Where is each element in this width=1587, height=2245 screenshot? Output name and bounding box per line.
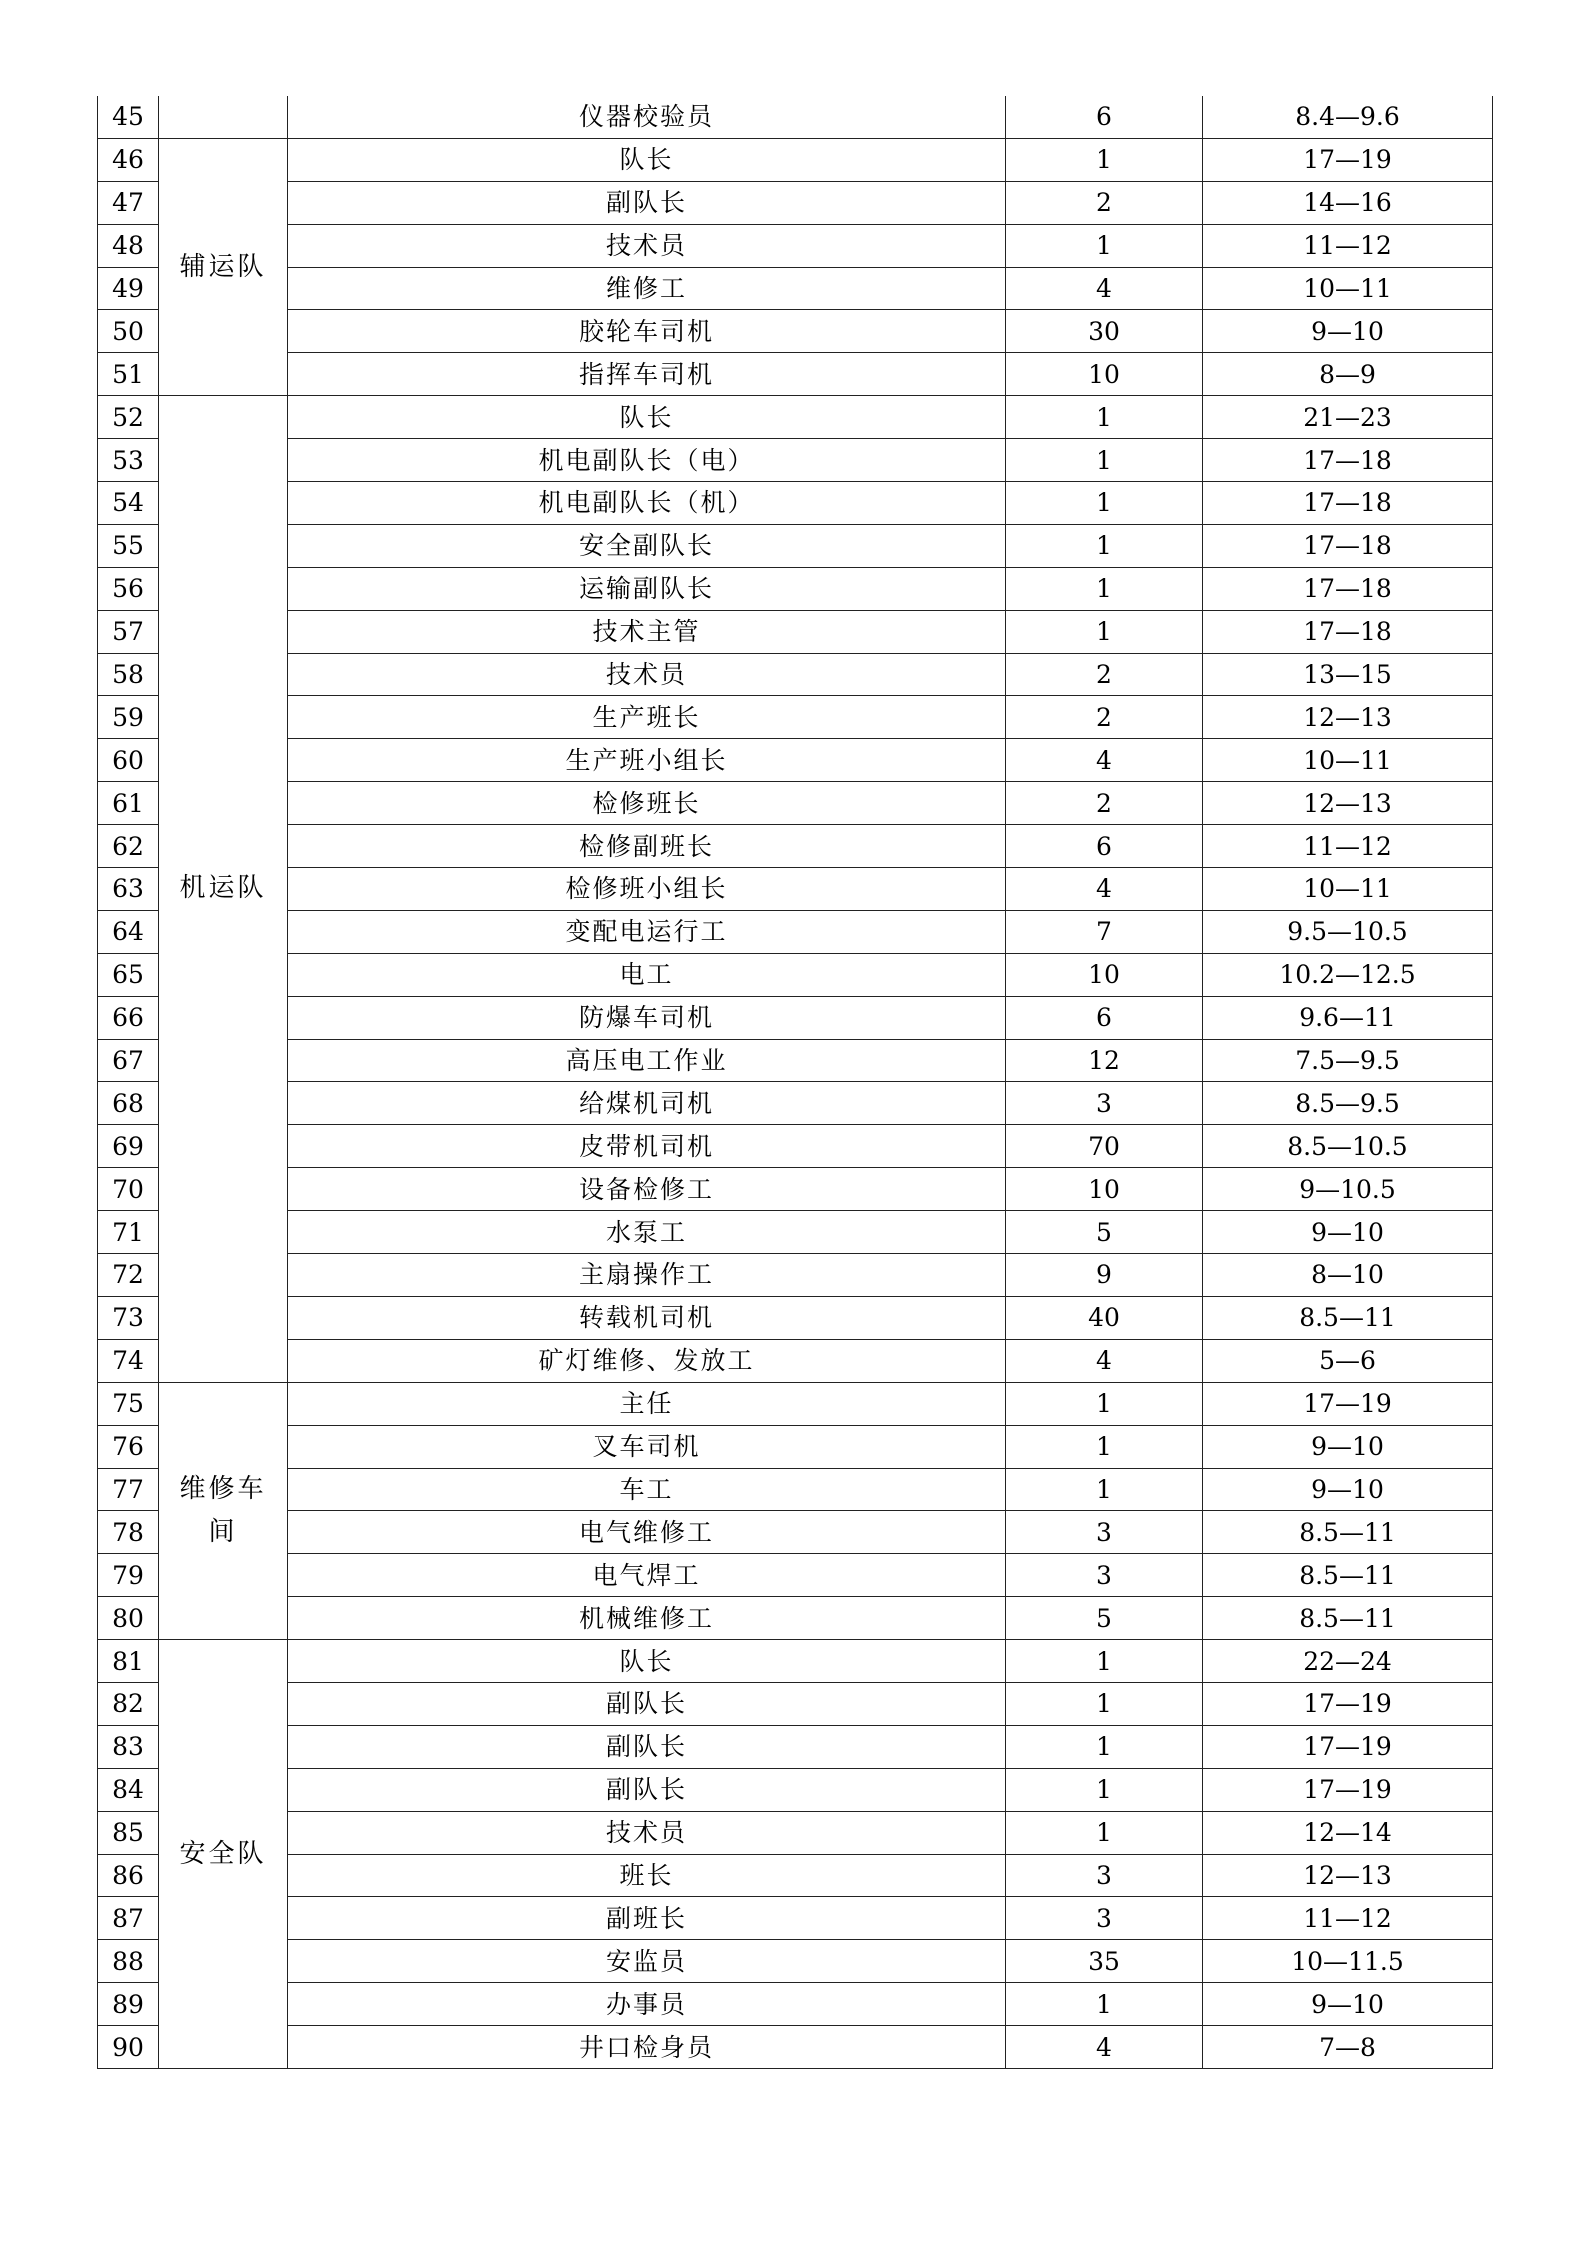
position-cell: 副队长 [288, 181, 1006, 224]
table-row [98, 181, 1493, 224]
coefficient-range-cell: 17—19 [1203, 138, 1493, 181]
table-row [98, 1854, 1493, 1897]
row-number-cell: 58 [98, 653, 159, 696]
table-row [98, 1554, 1493, 1597]
position-cell: 矿灯维修、发放工 [288, 1339, 1006, 1382]
row-number-cell: 65 [98, 953, 159, 996]
position-cell: 设备检修工 [288, 1168, 1006, 1211]
position-cell: 车工 [288, 1468, 1006, 1511]
position-cell: 生产班小组长 [288, 739, 1006, 782]
position-cell: 变配电运行工 [288, 910, 1006, 953]
headcount-cell: 1 [1006, 1983, 1203, 2026]
coefficient-range-cell: 9.5—10.5 [1203, 910, 1493, 953]
table-row [98, 396, 1493, 439]
headcount-cell: 1 [1006, 1425, 1203, 1468]
row-number-cell: 59 [98, 696, 159, 739]
headcount-cell: 1 [1006, 1811, 1203, 1854]
position-cell: 安监员 [288, 1940, 1006, 1983]
coefficient-range-cell: 8.5—11 [1203, 1554, 1493, 1597]
table-row [98, 910, 1493, 953]
coefficient-range-cell: 10.2—12.5 [1203, 953, 1493, 996]
headcount-cell: 2 [1006, 782, 1203, 825]
headcount-cell: 9 [1006, 1254, 1203, 1297]
headcount-cell: 30 [1006, 310, 1203, 353]
headcount-cell: 1 [1006, 1768, 1203, 1811]
table-row [98, 953, 1493, 996]
row-number-cell: 77 [98, 1468, 159, 1511]
table-row [98, 1168, 1493, 1211]
row-number-cell: 85 [98, 1811, 159, 1854]
headcount-cell: 5 [1006, 1211, 1203, 1254]
coefficient-range-cell: 17—19 [1203, 1768, 1493, 1811]
table-row [98, 310, 1493, 353]
coefficient-range-cell: 10—11 [1203, 868, 1493, 911]
row-number-cell: 67 [98, 1039, 159, 1082]
row-number-cell: 66 [98, 996, 159, 1039]
position-cell: 指挥车司机 [288, 353, 1006, 396]
coefficient-range-cell: 17—19 [1203, 1725, 1493, 1768]
table-row [98, 1983, 1493, 2026]
position-cell: 机电副队长（电） [288, 439, 1006, 482]
table-row [98, 868, 1493, 911]
table-row [98, 138, 1493, 181]
table-row [98, 1640, 1493, 1683]
row-number-cell: 48 [98, 224, 159, 267]
table-row [98, 1725, 1493, 1768]
row-number-cell: 83 [98, 1725, 159, 1768]
headcount-cell: 1 [1006, 1382, 1203, 1425]
position-cell: 叉车司机 [288, 1425, 1006, 1468]
headcount-cell: 4 [1006, 1339, 1203, 1382]
headcount-cell: 4 [1006, 739, 1203, 782]
headcount-cell: 1 [1006, 610, 1203, 653]
table-row [98, 1382, 1493, 1425]
position-cell: 主扇操作工 [288, 1254, 1006, 1297]
coefficient-range-cell: 8—9 [1203, 353, 1493, 396]
coefficient-range-cell: 9—10 [1203, 310, 1493, 353]
headcount-cell: 3 [1006, 1854, 1203, 1897]
headcount-cell: 1 [1006, 567, 1203, 610]
coefficient-range-cell: 5—6 [1203, 1339, 1493, 1382]
position-cell: 检修副班长 [288, 825, 1006, 868]
position-cell: 队长 [288, 138, 1006, 181]
position-cell: 检修班小组长 [288, 868, 1006, 911]
coefficient-range-cell: 9—10 [1203, 1211, 1493, 1254]
row-number-cell: 76 [98, 1425, 159, 1468]
position-cell: 检修班长 [288, 782, 1006, 825]
table-row [98, 1082, 1493, 1125]
coefficient-range-cell: 8.5—11 [1203, 1511, 1493, 1554]
position-cell: 班长 [288, 1854, 1006, 1897]
table-row [98, 653, 1493, 696]
position-cell: 技术员 [288, 1811, 1006, 1854]
position-cell: 电气焊工 [288, 1554, 1006, 1597]
table-row [98, 696, 1493, 739]
row-number-cell: 56 [98, 567, 159, 610]
row-number-cell: 55 [98, 524, 159, 567]
headcount-cell: 40 [1006, 1296, 1203, 1339]
row-number-cell: 80 [98, 1597, 159, 1640]
headcount-cell: 4 [1006, 868, 1203, 911]
coefficient-range-cell: 17—18 [1203, 439, 1493, 482]
department-cell [159, 96, 288, 138]
headcount-cell: 10 [1006, 353, 1203, 396]
row-number-cell: 50 [98, 310, 159, 353]
table-row [98, 1296, 1493, 1339]
row-number-cell: 46 [98, 138, 159, 181]
row-number-cell: 52 [98, 396, 159, 439]
position-cell: 副队长 [288, 1725, 1006, 1768]
position-cell: 皮带机司机 [288, 1125, 1006, 1168]
row-number-cell: 74 [98, 1339, 159, 1382]
position-cell: 胶轮车司机 [288, 310, 1006, 353]
row-number-cell: 84 [98, 1768, 159, 1811]
headcount-cell: 3 [1006, 1511, 1203, 1554]
table-row [98, 610, 1493, 653]
table-row [98, 224, 1493, 267]
table-row [98, 482, 1493, 525]
table-row [98, 2026, 1493, 2069]
staffing-table [97, 96, 1493, 2069]
headcount-cell: 3 [1006, 1554, 1203, 1597]
table-row [98, 1254, 1493, 1297]
headcount-cell: 2 [1006, 181, 1203, 224]
position-cell: 水泵工 [288, 1211, 1006, 1254]
coefficient-range-cell: 14—16 [1203, 181, 1493, 224]
coefficient-range-cell: 9.6—11 [1203, 996, 1493, 1039]
table-row [98, 353, 1493, 396]
coefficient-range-cell: 17—18 [1203, 567, 1493, 610]
coefficient-range-cell: 22—24 [1203, 1640, 1493, 1683]
headcount-cell: 3 [1006, 1082, 1203, 1125]
coefficient-range-cell: 17—18 [1203, 482, 1493, 525]
table-row [98, 996, 1493, 1039]
row-number-cell: 60 [98, 739, 159, 782]
department-cell: 维修车间 [159, 1382, 288, 1639]
coefficient-range-cell: 8.4—9.6 [1203, 96, 1493, 138]
row-number-cell: 73 [98, 1296, 159, 1339]
table-row [98, 96, 1493, 138]
table-row [98, 1039, 1493, 1082]
position-cell: 电气维修工 [288, 1511, 1006, 1554]
row-number-cell: 72 [98, 1254, 159, 1297]
position-cell: 给煤机司机 [288, 1082, 1006, 1125]
coefficient-range-cell: 12—13 [1203, 782, 1493, 825]
coefficient-range-cell: 7—8 [1203, 2026, 1493, 2069]
table-row [98, 782, 1493, 825]
headcount-cell: 2 [1006, 696, 1203, 739]
coefficient-range-cell: 9—10 [1203, 1425, 1493, 1468]
position-cell: 安全副队长 [288, 524, 1006, 567]
coefficient-range-cell: 8—10 [1203, 1254, 1493, 1297]
row-number-cell: 54 [98, 482, 159, 525]
headcount-cell: 1 [1006, 1725, 1203, 1768]
headcount-cell: 10 [1006, 953, 1203, 996]
headcount-cell: 3 [1006, 1897, 1203, 1940]
coefficient-range-cell: 7.5—9.5 [1203, 1039, 1493, 1082]
row-number-cell: 90 [98, 2026, 159, 2069]
coefficient-range-cell: 10—11 [1203, 267, 1493, 310]
position-cell: 副队长 [288, 1768, 1006, 1811]
row-number-cell: 61 [98, 782, 159, 825]
row-number-cell: 68 [98, 1082, 159, 1125]
row-number-cell: 89 [98, 1983, 159, 2026]
headcount-cell: 1 [1006, 439, 1203, 482]
table-row [98, 739, 1493, 782]
row-number-cell: 87 [98, 1897, 159, 1940]
headcount-cell: 1 [1006, 396, 1203, 439]
table-row [98, 267, 1493, 310]
table-row [98, 1768, 1493, 1811]
headcount-cell: 2 [1006, 653, 1203, 696]
coefficient-range-cell: 8.5—11 [1203, 1597, 1493, 1640]
table-row [98, 1682, 1493, 1725]
row-number-cell: 75 [98, 1382, 159, 1425]
coefficient-range-cell: 8.5—9.5 [1203, 1082, 1493, 1125]
position-cell: 队长 [288, 396, 1006, 439]
headcount-cell: 1 [1006, 482, 1203, 525]
row-number-cell: 53 [98, 439, 159, 482]
coefficient-range-cell: 10—11.5 [1203, 1940, 1493, 1983]
headcount-cell: 5 [1006, 1597, 1203, 1640]
table-row [98, 1425, 1493, 1468]
headcount-cell: 1 [1006, 524, 1203, 567]
coefficient-range-cell: 9—10 [1203, 1983, 1493, 2026]
coefficient-range-cell: 21—23 [1203, 396, 1493, 439]
row-number-cell: 69 [98, 1125, 159, 1168]
coefficient-range-cell: 17—18 [1203, 610, 1493, 653]
headcount-cell: 4 [1006, 2026, 1203, 2069]
department-cell: 机运队 [159, 396, 288, 1382]
table-row [98, 1811, 1493, 1854]
headcount-cell: 1 [1006, 138, 1203, 181]
row-number-cell: 47 [98, 181, 159, 224]
department-cell: 辅运队 [159, 138, 288, 395]
position-cell: 机电副队长（机） [288, 482, 1006, 525]
table-row [98, 439, 1493, 482]
row-number-cell: 45 [98, 96, 159, 138]
table-row [98, 1339, 1493, 1382]
headcount-cell: 6 [1006, 96, 1203, 138]
headcount-cell: 1 [1006, 1468, 1203, 1511]
table-row [98, 567, 1493, 610]
row-number-cell: 88 [98, 1940, 159, 1983]
position-cell: 电工 [288, 953, 1006, 996]
table-row [98, 825, 1493, 868]
coefficient-range-cell: 10—11 [1203, 739, 1493, 782]
table-row [98, 1597, 1493, 1640]
position-cell: 转载机司机 [288, 1296, 1006, 1339]
coefficient-range-cell: 17—19 [1203, 1682, 1493, 1725]
table-row [98, 1940, 1493, 1983]
position-cell: 技术员 [288, 653, 1006, 696]
table-row [98, 1897, 1493, 1940]
position-cell: 技术员 [288, 224, 1006, 267]
coefficient-range-cell: 13—15 [1203, 653, 1493, 696]
coefficient-range-cell: 12—14 [1203, 1811, 1493, 1854]
table-row [98, 524, 1493, 567]
row-number-cell: 71 [98, 1211, 159, 1254]
row-number-cell: 86 [98, 1854, 159, 1897]
position-cell: 生产班长 [288, 696, 1006, 739]
headcount-cell: 1 [1006, 224, 1203, 267]
row-number-cell: 49 [98, 267, 159, 310]
position-cell: 机械维修工 [288, 1597, 1006, 1640]
position-cell: 仪器校验员 [288, 96, 1006, 138]
coefficient-range-cell: 12—13 [1203, 696, 1493, 739]
headcount-cell: 1 [1006, 1640, 1203, 1683]
table-row [98, 1511, 1493, 1554]
coefficient-range-cell: 8.5—10.5 [1203, 1125, 1493, 1168]
position-cell: 运输副队长 [288, 567, 1006, 610]
coefficient-range-cell: 11—12 [1203, 1897, 1493, 1940]
headcount-cell: 7 [1006, 910, 1203, 953]
headcount-cell: 12 [1006, 1039, 1203, 1082]
headcount-cell: 6 [1006, 996, 1203, 1039]
headcount-cell: 35 [1006, 1940, 1203, 1983]
row-number-cell: 81 [98, 1640, 159, 1683]
position-cell: 副班长 [288, 1897, 1006, 1940]
headcount-cell: 1 [1006, 1682, 1203, 1725]
department-cell: 安全队 [159, 1640, 288, 2069]
row-number-cell: 57 [98, 610, 159, 653]
table-row [98, 1125, 1493, 1168]
position-cell: 维修工 [288, 267, 1006, 310]
headcount-cell: 6 [1006, 825, 1203, 868]
position-cell: 主任 [288, 1382, 1006, 1425]
row-number-cell: 63 [98, 868, 159, 911]
coefficient-range-cell: 11—12 [1203, 825, 1493, 868]
position-cell: 队长 [288, 1640, 1006, 1683]
position-cell: 副队长 [288, 1682, 1006, 1725]
coefficient-range-cell: 17—18 [1203, 524, 1493, 567]
row-number-cell: 82 [98, 1682, 159, 1725]
position-cell: 办事员 [288, 1983, 1006, 2026]
coefficient-range-cell: 8.5—11 [1203, 1296, 1493, 1339]
row-number-cell: 62 [98, 825, 159, 868]
table-row [98, 1468, 1493, 1511]
row-number-cell: 64 [98, 910, 159, 953]
table-row [98, 1211, 1493, 1254]
coefficient-range-cell: 12—13 [1203, 1854, 1493, 1897]
row-number-cell: 78 [98, 1511, 159, 1554]
row-number-cell: 70 [98, 1168, 159, 1211]
coefficient-range-cell: 9—10 [1203, 1468, 1493, 1511]
headcount-cell: 4 [1006, 267, 1203, 310]
coefficient-range-cell: 11—12 [1203, 224, 1493, 267]
row-number-cell: 51 [98, 353, 159, 396]
position-cell: 防爆车司机 [288, 996, 1006, 1039]
coefficient-range-cell: 17—19 [1203, 1382, 1493, 1425]
row-number-cell: 79 [98, 1554, 159, 1597]
headcount-cell: 10 [1006, 1168, 1203, 1211]
coefficient-range-cell: 9—10.5 [1203, 1168, 1493, 1211]
position-cell: 高压电工作业 [288, 1039, 1006, 1082]
headcount-cell: 70 [1006, 1125, 1203, 1168]
position-cell: 技术主管 [288, 610, 1006, 653]
position-cell: 井口检身员 [288, 2026, 1006, 2069]
